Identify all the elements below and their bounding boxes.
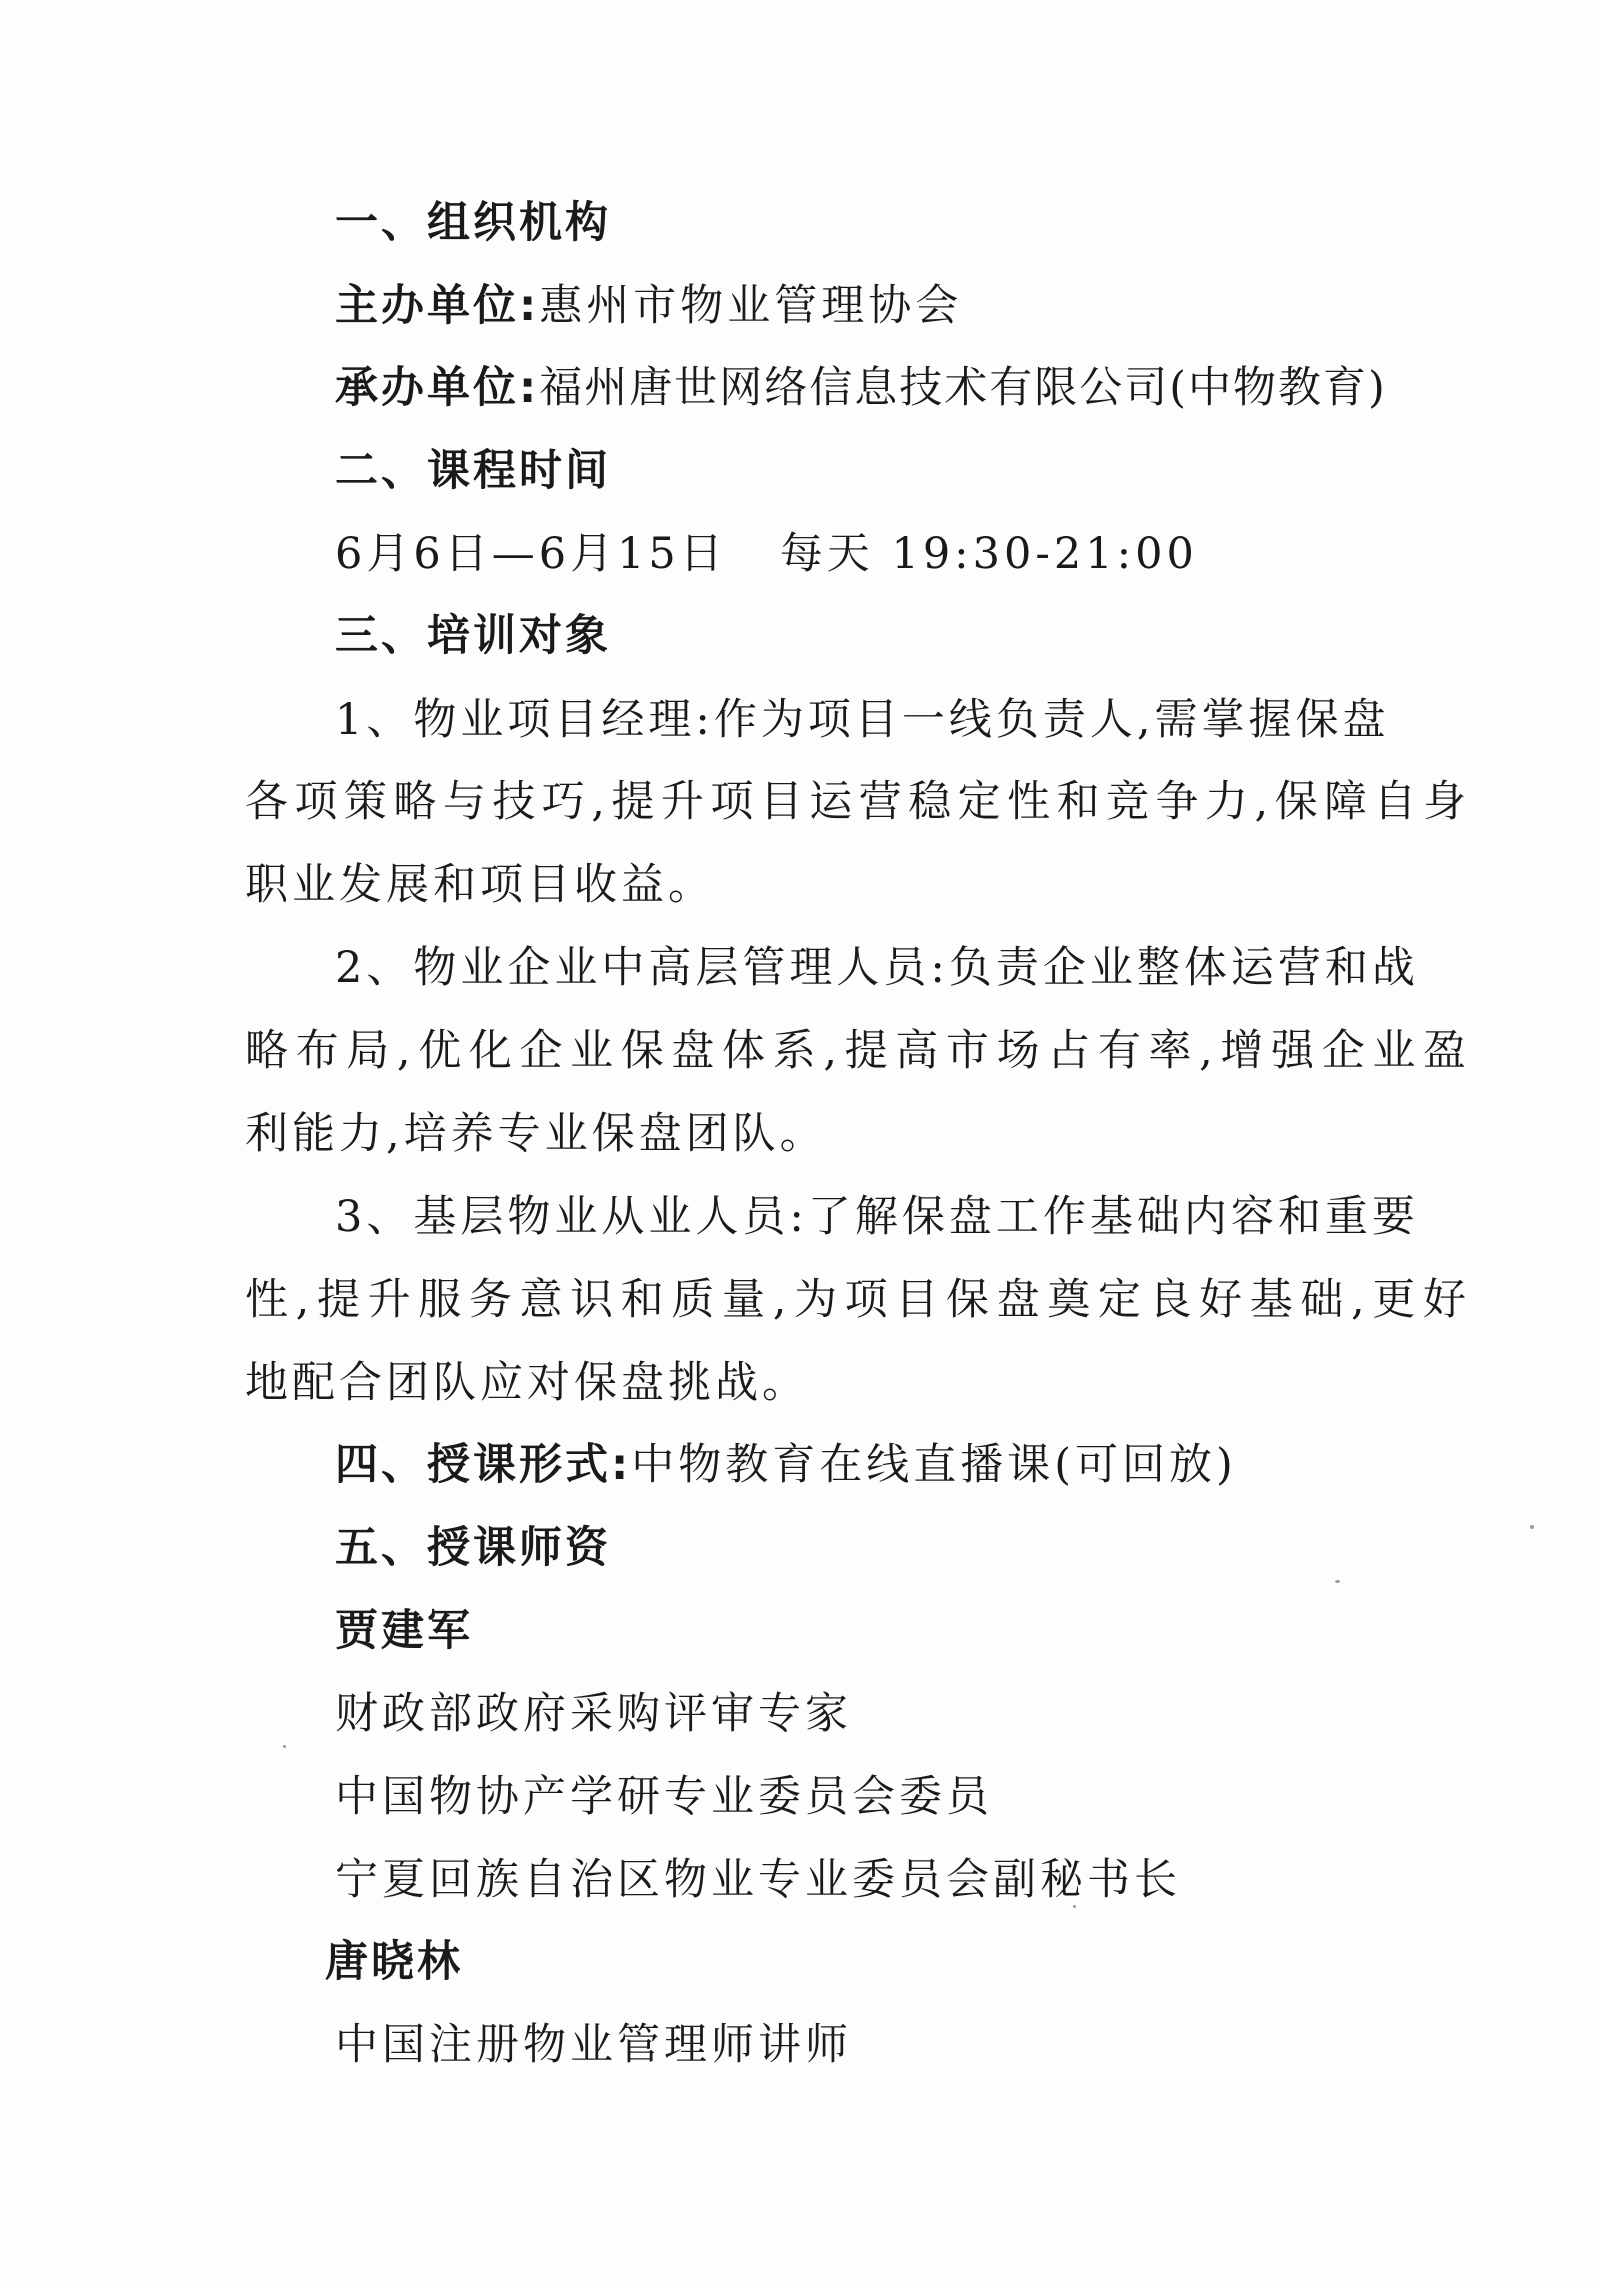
teacher1-title2: 中国物协产学研专业委员会委员 (335, 1772, 993, 1822)
teacher1-title1: 财政部政府采购评审专家 (335, 1689, 852, 1739)
audience-item1-line3: 职业发展和项目收益。 (245, 860, 715, 910)
scan-speck (1530, 1525, 1534, 1529)
audience-item1-line1: 1、物业项目经理:作为项目一线负责人,需掌握保盘 (335, 695, 1390, 745)
audience-item3-line3: 地配合团队应对保盘挑战。 (245, 1358, 809, 1408)
host-unit-line (335, 278, 962, 334)
teacher1-title3: 宁夏回族自治区物业专业委员会副秘书长 (335, 1855, 1181, 1905)
course-time-value: 6月6日—6月15日 每天 19:30-21:00 (335, 529, 1198, 579)
section-heading-audience: 三、培训对象 (335, 611, 611, 661)
format-line (335, 1437, 1237, 1493)
section-heading-org: 一、组织机构 (335, 198, 611, 248)
audience-item1-line2: 各项策略与技巧,提升项目运营稳定性和竞争力,保障自身 (245, 777, 1470, 827)
teacher2-title1: 中国注册物业管理师讲师 (335, 2020, 852, 2070)
organizer-unit-line (335, 360, 1387, 416)
teacher2-name: 唐晓林 (325, 1937, 463, 1987)
audience-item3-line2: 性,提升服务意识和质量,为项目保盘奠定良好基础,更好 (245, 1275, 1470, 1325)
organizer-unit-value: 福州唐世网络信息技术有限公司(中物教育) (539, 363, 1387, 413)
scan-speck (1073, 1905, 1076, 1908)
teacher1-name: 贾建军 (335, 1606, 473, 1656)
audience-item2-line1: 2、物业企业中高层管理人员:负责企业整体运营和战 (335, 943, 1419, 993)
section-heading-format: 四、授课形式: (335, 1440, 632, 1490)
audience-item2-line2: 略布局,优化企业保盘体系,提高市场占有率,增强企业盈 (245, 1026, 1470, 1076)
audience-item3-line1: 3、基层物业从业人员:了解保盘工作基础内容和重要 (335, 1192, 1419, 1242)
audience-item2-line3: 利能力,培养专业保盘团队。 (245, 1109, 827, 1159)
section-heading-teachers: 五、授课师资 (335, 1523, 611, 1573)
scan-speck (283, 1745, 286, 1748)
host-unit-label: 主办单位: (335, 281, 540, 331)
scan-speck (1335, 1580, 1340, 1583)
format-value: 中物教育在线直播课(可回放) (631, 1440, 1237, 1490)
organizer-unit-label: 承办单位: (335, 363, 540, 413)
host-unit-value: 惠州市物业管理协会 (539, 281, 963, 331)
section-heading-time: 二、课程时间 (335, 446, 611, 496)
